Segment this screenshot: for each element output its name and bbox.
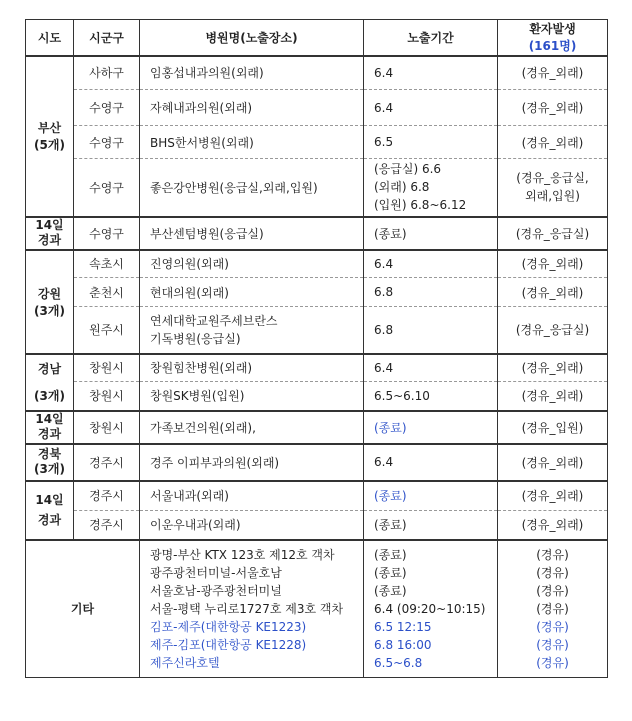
cell-hospital: BHS한서병원(외래): [140, 126, 364, 159]
cell-hospital: 진영의원(외래): [140, 250, 364, 278]
cell-patient: (경유_외래): [498, 250, 608, 278]
cell-hospital: 임홍섭내과의원(외래): [140, 56, 364, 90]
cell-period: (종료): [364, 217, 498, 250]
cell-patient: (경유_외래): [498, 444, 608, 481]
cell-period: (종료): [364, 411, 498, 444]
group-gyeongnam-count: (3개): [26, 382, 74, 411]
cell-hospital: 창원힘찬병원(외래): [140, 354, 364, 382]
table-row: [26, 159, 608, 217]
group-gyeongbuk-14days: 14일 경과: [26, 481, 74, 540]
cell-patient: (경유_응급실): [498, 307, 608, 354]
cell-hospital: 현대의원(외래): [140, 278, 364, 307]
cell-sigungu: 속초시: [74, 250, 140, 278]
group-other: 기타: [26, 540, 140, 678]
other-patient-line: (경유): [536, 547, 569, 562]
cell-period: 6.4: [364, 444, 498, 481]
cell-period: 6.4: [364, 90, 498, 126]
cell-hospital: 자혜내과의원(외래): [140, 90, 364, 126]
cell-hospital: 부산센텀병원(응급실): [140, 217, 364, 250]
cell-sigungu: 경주시: [74, 444, 140, 481]
cell-patient: (경유_외래): [498, 481, 608, 511]
other-patient-line: (경유): [536, 637, 569, 652]
table-header-row: [26, 20, 608, 56]
other-period-line: 6.5 12:15: [374, 619, 432, 634]
cell-hospital: 창원SK병원(입원): [140, 382, 364, 411]
patient-line: 외래,입원): [525, 189, 580, 204]
exposure-table: [25, 19, 608, 678]
cell-period: 6.8: [364, 278, 498, 307]
cell-sigungu: 경주시: [74, 511, 140, 540]
cell-period: 6.4: [364, 354, 498, 382]
cell-period: 6.5: [364, 126, 498, 159]
other-hospital-line: 서울-평택 누리로1727호 제3호 객차: [150, 601, 344, 616]
period-line: (입원) 6.8~6.12: [374, 198, 467, 213]
table-row: [26, 307, 608, 354]
table-row: [26, 444, 608, 481]
cell-hospital: 서울내과(외래): [140, 481, 364, 511]
other-hospital-line: 제주신라호텔: [150, 655, 220, 670]
cell-period: (종료): [364, 481, 498, 511]
header-period: 노출기간: [364, 20, 498, 56]
hospital-line: 연세대학교원주세브란스: [150, 313, 278, 328]
cell-hospital: [140, 540, 364, 678]
group-gyeongnam-14days: 14일 경과: [26, 411, 74, 444]
other-period-line: (종료): [374, 565, 407, 580]
cell-patient: (경유_외래): [498, 278, 608, 307]
table-row: [26, 278, 608, 307]
cell-hospital: [140, 307, 364, 354]
header-hospital: 병원명(노출장소): [140, 20, 364, 56]
hospital-line: 기독병원(응급실): [150, 331, 241, 346]
table-row: [26, 354, 608, 382]
group-gangwon: 강원 (3개): [26, 250, 74, 354]
header-patients-label: 환자발생: [529, 22, 576, 37]
table-row: [26, 90, 608, 126]
cell-patient: (경유_외래): [498, 90, 608, 126]
other-patient-line: (경유): [536, 601, 569, 616]
cell-hospital: 이운우내과(외래): [140, 511, 364, 540]
cell-sigungu: 수영구: [74, 217, 140, 250]
other-patient-line: (경유): [536, 583, 569, 598]
table-row: [26, 411, 608, 444]
group-gyeongnam: 경남: [26, 354, 74, 382]
other-period-line: 6.5~6.8: [374, 655, 423, 670]
header-patients-count: (161명): [528, 39, 577, 54]
cell-sigungu: 사하구: [74, 56, 140, 90]
cell-sigungu: 창원시: [74, 354, 140, 382]
table-row: [26, 217, 608, 250]
table-row: [26, 126, 608, 159]
cell-sigungu: 수영구: [74, 90, 140, 126]
other-hospital-line: 광명-부산 KTX 123호 제12호 객차: [150, 547, 335, 562]
cell-hospital: 가족보건의원(외래),: [140, 411, 364, 444]
table-row: [26, 540, 608, 678]
cell-period: 6.4: [364, 250, 498, 278]
cell-patient: [498, 159, 608, 217]
table-row: [26, 250, 608, 278]
other-hospital-line: 서울호남-광주광천터미널: [150, 583, 282, 598]
cell-patient: (경유_입원): [498, 411, 608, 444]
cell-patient: (경유_외래): [498, 126, 608, 159]
table-row: [26, 481, 608, 511]
cell-sigungu: 춘천시: [74, 278, 140, 307]
cell-sigungu: 경주시: [74, 481, 140, 511]
other-hospital-line: 김포-제주(대한항공 KE1223): [150, 619, 307, 634]
cell-period: 6.4: [364, 56, 498, 90]
header-patients: [498, 20, 608, 56]
cell-period: [364, 540, 498, 678]
table-row: [26, 56, 608, 90]
other-hospital-line: 광주광천터미널-서울호남: [150, 565, 282, 580]
table-row: [26, 511, 608, 540]
header-sigungu: 시군구: [74, 20, 140, 56]
period-line: (응급실) 6.6: [374, 162, 442, 177]
other-period-line: 6.8 16:00: [374, 637, 432, 652]
cell-hospital: 좋은강안병원(응급실,외래,입원): [140, 159, 364, 217]
other-period-line: (종료): [374, 583, 407, 598]
cell-patient: (경유_응급실): [498, 217, 608, 250]
cell-period: 6.5~6.10: [364, 382, 498, 411]
cell-patient: (경유_외래): [498, 511, 608, 540]
group-gyeongbuk: 경북 (3개): [26, 444, 74, 481]
other-patient-line: (경유): [536, 619, 569, 634]
other-patient-line: (경유): [536, 655, 569, 670]
cell-sigungu: 창원시: [74, 382, 140, 411]
cell-patient: (경유_외래): [498, 56, 608, 90]
cell-patient: (경유_외래): [498, 382, 608, 411]
cell-patient: (경유_외래): [498, 354, 608, 382]
cell-hospital: 경주 이피부과의원(외래): [140, 444, 364, 481]
patient-line: (경유_응급실,: [516, 171, 589, 186]
group-busan: 부산 (5개): [26, 56, 74, 217]
cell-sigungu: 수영구: [74, 159, 140, 217]
other-hospital-line: 제주-김포(대한항공 KE1228): [150, 637, 307, 652]
cell-sigungu: 창원시: [74, 411, 140, 444]
cell-sigungu: 원주시: [74, 307, 140, 354]
period-line: (외래) 6.8: [374, 180, 430, 195]
cell-period: [364, 159, 498, 217]
header-sido: 시도: [26, 20, 74, 56]
other-patient-line: (경유): [536, 565, 569, 580]
cell-sigungu: 수영구: [74, 126, 140, 159]
cell-period: 6.8: [364, 307, 498, 354]
other-period-line: 6.4 (09:20~10:15): [374, 601, 486, 616]
table-row: [26, 382, 608, 411]
other-period-line: (종료): [374, 547, 407, 562]
cell-patient: [498, 540, 608, 678]
group-busan-14days: 14일 경과: [26, 217, 74, 250]
cell-period: (종료): [364, 511, 498, 540]
